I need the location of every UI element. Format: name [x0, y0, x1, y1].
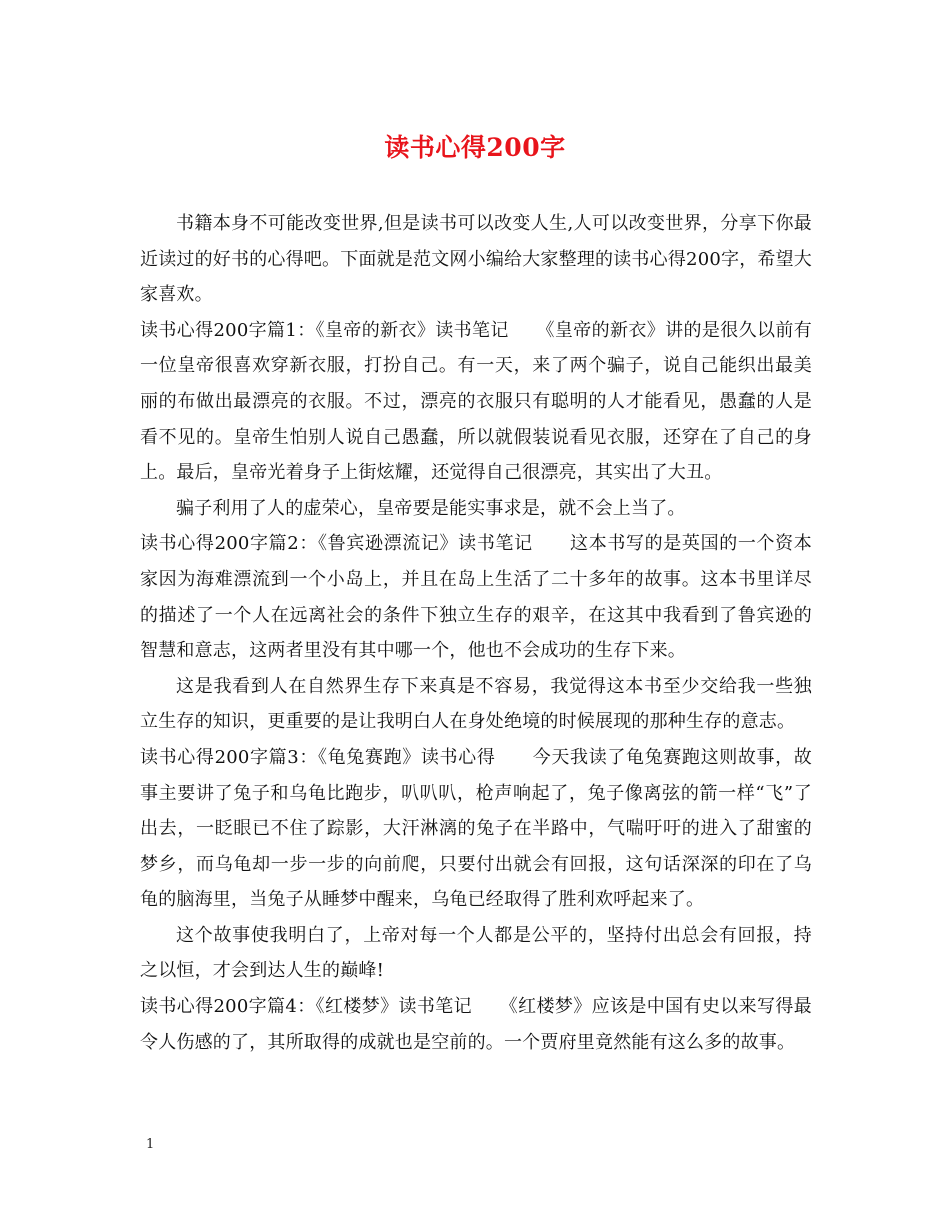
- paragraph-article-1: 读书心得200字篇1：《皇帝的新衣》读书笔记 《皇帝的新衣》讲的是很久以前有一位皇帝很喜欢穿新衣服，打扮自己。有一天，来了两个骗子，说自己能织出最美丽的布做出最漂亮的衣服。不过，漂亮的衣服只有聪明的人才能看见，愚蠢的人是看不见的。皇帝生怕别人说自己愚蠢，所以就假装说看见衣服，还穿在了自己的身上。最后，皇帝光着身子上街炫耀，还觉得自己很漂亮，其实出了大丑。: [140, 319, 812, 484]
- paragraph-article-3-reflection: 这个故事使我明白了，上帝对每一个人都是公平的，坚持付出总会有回报，持之以恒，才会到达人生的巅峰!: [140, 924, 812, 982]
- paragraph-article-2-reflection: 这是我看到人在自然界生存下来真是不容易，我觉得这本书至少交给我一些独立生存的知识，更重要的是让我明白人在身处绝境的时候展现的那种生存的意志。: [140, 675, 812, 733]
- page-title: 读书心得200字: [384, 133, 566, 162]
- page-number: 1: [146, 1137, 155, 1152]
- paragraph-article-1-reflection: 骗子利用了人的虚荣心，皇帝要是能实事求是，就不会上当了。: [176, 497, 686, 519]
- document-body: [140, 206, 812, 1060]
- paragraph-article-2: 读书心得200字篇2：《鲁宾逊漂流记》读书笔记 这本书写的是英国的一个资本家因为海难漂流到一个小岛上，并且在岛上生活了二十多年的故事。这本书里详尽的描述了一个人在远离社会的条件下独立生存的艰辛，在这其中我看到了鲁宾逊的智慧和意志，这两者里没有其中哪一个，他也不会成功的生存下来。: [140, 533, 812, 662]
- paragraph-article-4: 读书心得200字篇4：《红楼梦》读书笔记 《红楼梦》应该是中国有史以来写得最令人伤感的了，其所取得的成就也是空前的。一个贾府里竟然能有这么多的故事。: [140, 996, 812, 1053]
- paragraph-intro: 书籍本身不可能改变世界,但是读书可以改变人生,人可以改变世界，分享下你最近读过的好书的心得吧。下面就是范文网小编给大家整理的读书心得200字，希望大家喜欢。: [140, 213, 812, 306]
- paragraph-article-3: 读书心得200字篇3：《龟兔赛跑》读书心得 今天我读了龟兔赛跑这则故事，故事主要讲了兔子和乌龟比跑步，叭叭叭，枪声响起了，兔子像离弦的箭一样“飞”了出去，一眨眼已不住了踪影，大汗淋漓的兔子在半路中，气喘吁吁的进入了甜蜜的梦乡，而乌龟却一步一步的向前爬，只要付出就会有回报，这句话深深的印在了乌龟的脑海里，当兔子从睡梦中醒来，乌龟已经取得了胜利欢呼起来了。: [140, 746, 812, 911]
